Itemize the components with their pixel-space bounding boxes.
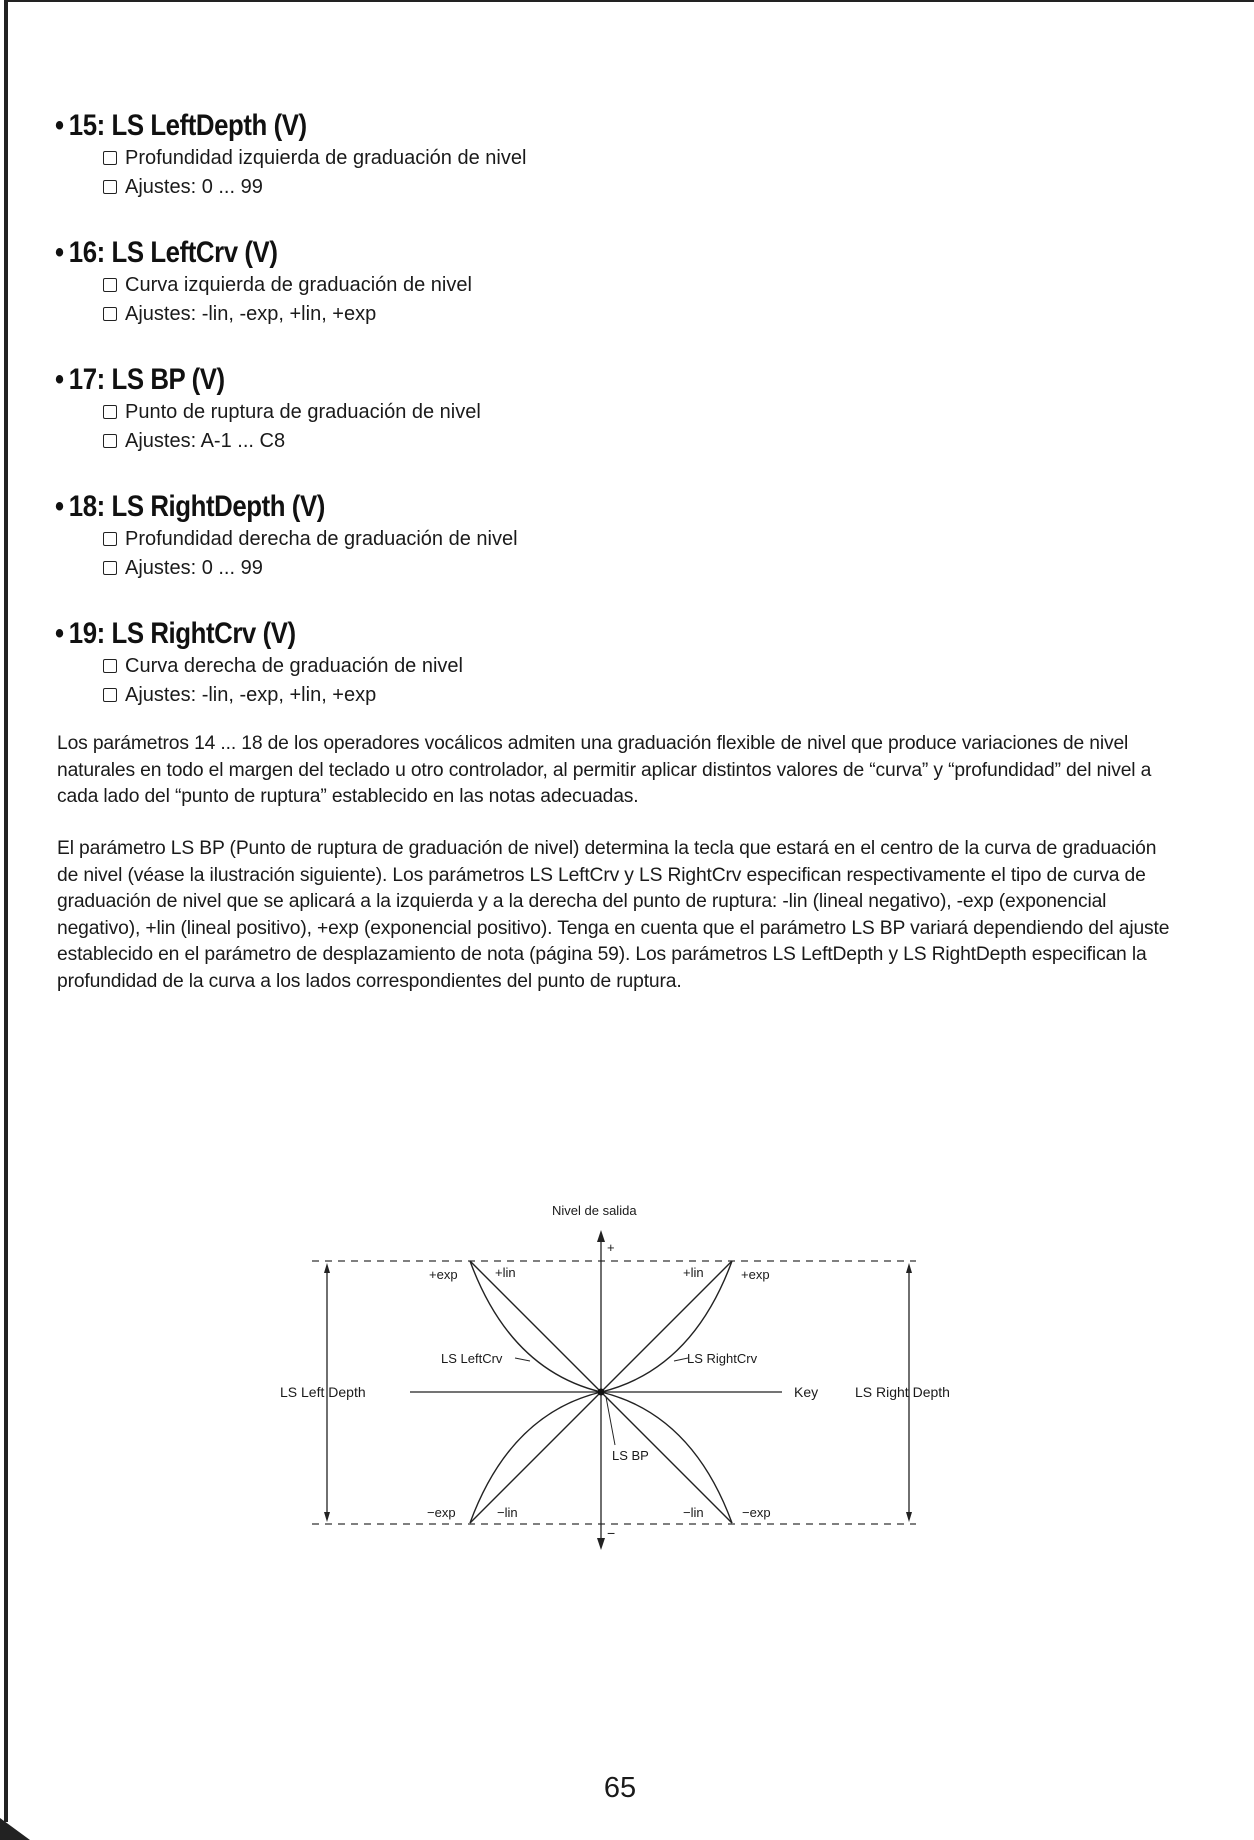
param-title: • 15: LS LeftDepth (V) — [55, 109, 307, 142]
right-crv-label: LS RightCrv — [687, 1351, 758, 1366]
param-description: Punto de ruptura de graduación de nivel — [103, 398, 1155, 427]
left-crv-label: LS LeftCrv — [441, 1351, 503, 1366]
param-title: • 18: LS RightDepth (V) — [55, 490, 325, 523]
bottom-right-lin-label: −lin — [683, 1505, 704, 1520]
top-right-exp-label: +exp — [741, 1267, 770, 1282]
checkbox-icon — [103, 307, 117, 321]
param-settings: Ajustes: 0 ... 99 — [103, 173, 1155, 202]
param-15 — [55, 108, 1155, 235]
checkbox-icon — [103, 180, 117, 194]
parameter-list — [55, 108, 1155, 743]
checkbox-icon — [103, 688, 117, 702]
page-number: 65 — [603, 1772, 637, 1804]
paragraph-details: El parámetro LS BP (Punto de ruptura de graduación de nivel) determina la tecla que estará en el centro de la curva de graduación de nivel (véase la ilustración siguiente). Los parámetros LS LeftCrv y LS RightCrv especifican respectivamente el tipo de curva de graduación de nivel que se aplicará a la izquierda y a la derecha del punto de ruptura: -lin (lineal negativo), -exp (exponencial negativo), +lin (lineal positivo), +exp (exponencial positivo). Tenga en cuenta que el parámetro LS BP variará dependiendo del ajuste establecido en el parámetro de desplazamiento de nota (página 59). Los parámetros LS LeftDepth y LS RightDepth especifican la profundidad de la curva a los lados correspondientes del punto de ruptura. — [57, 838, 1170, 992]
param-description: Curva izquierda de graduación de nivel — [103, 271, 1155, 300]
left-depth-label: LS Left Depth — [280, 1384, 366, 1400]
curve-right-plus-lin — [601, 1261, 732, 1392]
bottom-left-exp-label: −exp — [427, 1505, 456, 1520]
checkbox-icon — [103, 434, 117, 448]
axis-arrow-up-icon — [597, 1230, 605, 1242]
param-settings: Ajustes: -lin, -exp, +lin, +exp — [103, 300, 1155, 329]
param-title: • 17: LS BP (V) — [55, 363, 225, 396]
checkbox-icon — [103, 151, 117, 165]
param-18 — [55, 489, 1155, 616]
curve-left-minus-lin — [470, 1392, 601, 1523]
paragraph-intro: Los parámetros 14 ... 18 de los operadores vocálicos admiten una graduación flexible de nivel que produce variaciones de nivel naturales en todo el margen del teclado u otro controlador, al permitir aplicar distintos valores de “curva” y “profundidad” del nivel a cada lado del “punto de ruptura” establecido en las notas adecuadas. — [57, 733, 1152, 807]
left-depth-arrowhead-down-icon — [324, 1512, 330, 1522]
plus-label: + — [607, 1240, 615, 1255]
top-right-lin-label: +lin — [683, 1265, 704, 1280]
page-frame-top — [4, 0, 1254, 2]
param-settings: Ajustes: 0 ... 99 — [103, 554, 1155, 583]
top-left-lin-label: +lin — [495, 1265, 516, 1280]
y-axis-label: Nivel de salida — [552, 1203, 637, 1218]
right-crv-pointer — [674, 1358, 688, 1361]
axis-arrow-down-icon — [597, 1538, 605, 1550]
breakpoint-dot — [598, 1389, 605, 1396]
checkbox-icon — [103, 561, 117, 575]
param-17 — [55, 362, 1155, 489]
page-frame-corner — [0, 1818, 30, 1840]
right-depth-arrowhead-down-icon — [906, 1512, 912, 1522]
param-16 — [55, 235, 1155, 362]
bottom-left-lin-label: −lin — [497, 1505, 518, 1520]
top-left-exp-label: +exp — [429, 1267, 458, 1282]
checkbox-icon — [103, 278, 117, 292]
right-depth-arrowhead-up-icon — [906, 1263, 912, 1273]
minus-label: − — [607, 1525, 616, 1541]
left-crv-pointer — [515, 1358, 530, 1361]
param-settings: Ajustes: A-1 ... C8 — [103, 427, 1155, 456]
param-title: • 16: LS LeftCrv (V) — [55, 236, 278, 269]
param-title: • 19: LS RightCrv (V) — [55, 617, 296, 650]
right-depth-label: LS Right Depth — [855, 1384, 950, 1400]
param-description: Profundidad izquierda de graduación de nivel — [103, 144, 1155, 173]
param-19 — [55, 616, 1155, 743]
param-description: Curva derecha de graduación de nivel — [103, 652, 1155, 681]
checkbox-icon — [103, 405, 117, 419]
bp-label: LS BP — [612, 1448, 649, 1463]
checkbox-icon — [103, 659, 117, 673]
param-settings: Ajustes: -lin, -exp, +lin, +exp — [103, 681, 1155, 710]
checkbox-icon — [103, 532, 117, 546]
left-depth-arrowhead-up-icon — [324, 1263, 330, 1273]
curve-left-plus-lin — [470, 1261, 601, 1392]
level-scaling-diagram — [0, 1180, 1254, 1560]
bottom-right-exp-label: −exp — [742, 1505, 771, 1520]
key-label: Key — [794, 1384, 819, 1400]
param-description: Profundidad derecha de graduación de nivel — [103, 525, 1155, 554]
